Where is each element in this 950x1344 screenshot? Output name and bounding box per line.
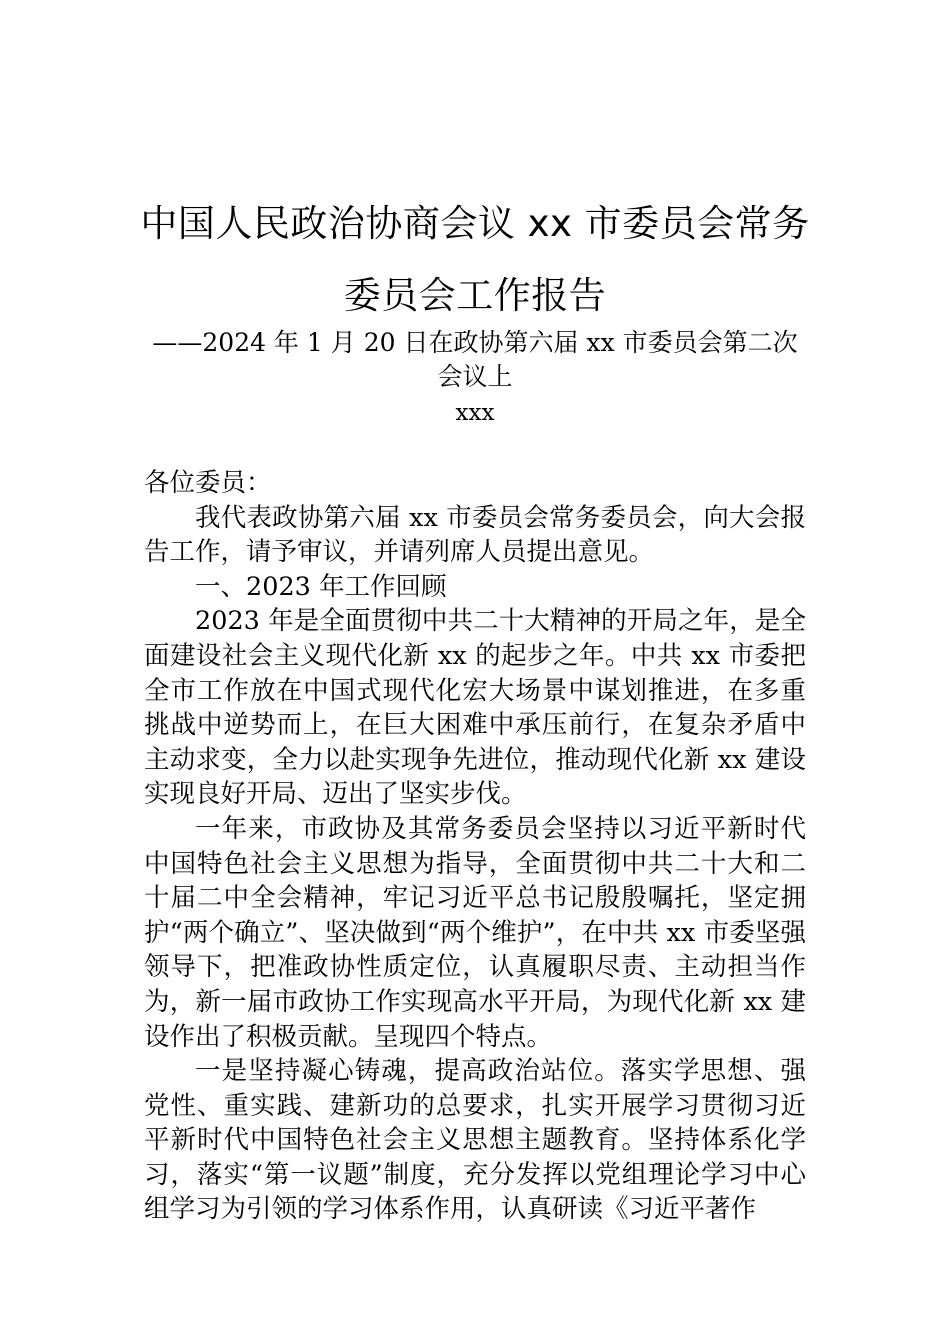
- document-body: [144, 466, 806, 1227]
- paragraph-intro: 我代表政协第六届 xx 市委员会常务委员会，向大会报告工作，请予审议，并请列席人员提出意见。: [144, 502, 806, 568]
- document-title: 中国人民政治协商会议 xx 市委员会常务委员会工作报告: [140, 202, 810, 317]
- document-author: xxx: [455, 400, 495, 426]
- paragraph-review: 2023 年是全面贯彻中共二十大精神的开局之年，是全面建设社会主义现代化新 xx 的起步之年。中共 xx 市委把全市工作放在中国式现代化宏大场景中谋划推进，在多重挑战中逆势而上，在巨大困难中承压前行，在复杂矛盾中主动求变，全力以赴实现争先进位，推动现代化新 xx 建设实现良好开局、迈出了坚实步伐。: [144, 606, 806, 810]
- paragraph-point-one: 一是坚持凝心铸魂，提高政治站位。落实学思想、强党性、重实践、建新功的总要求，扎实开展学习贯彻习近平新时代中国特色社会主义思想主题教育。坚持体系化学习，落实“第一议题”制度，充分发挥以党组理论学习中心组学习为引领的学习体系作用，认真研读《习近平著作: [144, 1056, 806, 1225]
- document-subtitle: ——2024 年 1 月 20 日在政协第六届 xx 市委员会第二次会议上: [152, 328, 798, 391]
- paragraph-summary: 一年来，市政协及其常务委员会坚持以习近平新时代中国特色社会主义思想为指导，全面贯彻中共二十大和二十届二中全会精神，牢记习近平总书记殷殷嘱托，坚定拥护“两个确立”、坚决做到“两个维护”，在中共 xx 市委坚强领导下，把准政协性质定位，认真履职尽责、主动担当作为，新一届市政协工作实现高水平开局，为现代化新 xx 建设作出了积极贡献。呈现四个特点。: [144, 813, 806, 1052]
- section-heading: 一、2023 年工作回顾: [195, 571, 447, 602]
- salutation: 各位委员：: [144, 468, 272, 498]
